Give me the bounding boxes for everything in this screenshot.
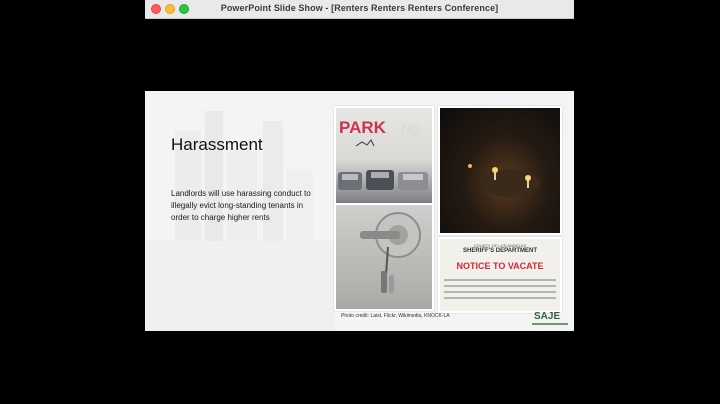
lock-and-keys-illustration xyxy=(336,205,432,309)
notice-department-text: SHERIFF'S DEPARTMENT xyxy=(463,248,537,254)
saje-logo-underline xyxy=(532,323,568,325)
title-bar xyxy=(145,0,574,19)
presentation-window xyxy=(145,0,574,404)
notice-county-text: COUNTY OF LOS ANGELES xyxy=(473,243,527,248)
slide-title: Harassment xyxy=(171,135,263,154)
photo-credit: Photo credit: Laist, Flickr, Wikimedia, KNOCK-LA xyxy=(341,313,450,319)
notice-to-vacate-photo xyxy=(438,237,562,313)
slide[interactable] xyxy=(145,91,574,331)
slide-body-text: Landlords will use harassing conduct to illegally evict long-standing tenants in order to charge higher rents xyxy=(171,189,311,222)
parking-sign-text: PARK xyxy=(339,118,386,137)
door-lock-photo xyxy=(334,203,434,311)
saje-logo: SAJE xyxy=(534,311,561,322)
parking-sign-photo xyxy=(334,106,434,205)
notice-fine-print xyxy=(444,279,556,281)
parking-sign-faint-text: NG xyxy=(401,122,421,137)
window-title: PowerPoint Slide Show - [Renters Renters Renters Conference] xyxy=(220,3,499,13)
notice-fine-print xyxy=(444,297,556,299)
candlelit-room-photo xyxy=(438,106,562,235)
candles-illustration xyxy=(440,108,560,233)
parking-lot-illustration xyxy=(336,108,432,203)
notice-fine-print xyxy=(444,291,556,293)
notice-fine-print xyxy=(444,285,556,287)
notice-title-text: NOTICE TO VACATE xyxy=(456,261,544,271)
